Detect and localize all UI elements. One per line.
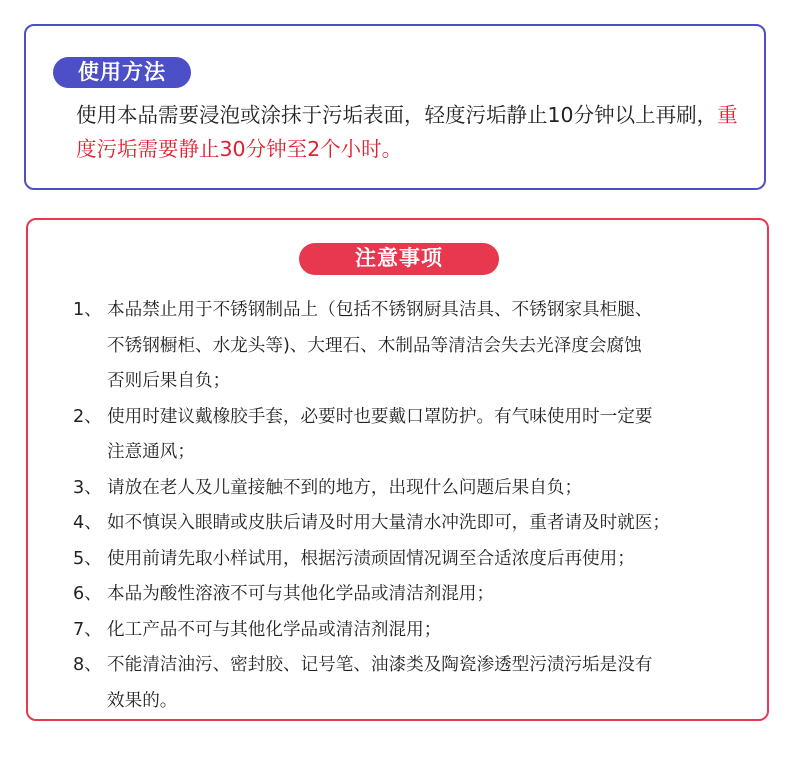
note-item-8 xyxy=(73,648,753,719)
note-number: 4、 xyxy=(73,513,102,533)
note-item-6 xyxy=(73,577,753,613)
note-number: 5、 xyxy=(73,548,102,569)
note-number: 6、 xyxy=(73,584,102,604)
note-text: 使用前请先取小样试用，根据污渍顽固情况调至合适浓度后再使用； xyxy=(107,548,635,569)
note-text: 本品禁止用于不锈钢制品上（包括不锈钢厨具洁具、不锈钢家具柜腿、 不锈钢橱柜、水龙头等)、大理石、木制品等清洁会失去光泽度会腐蚀 否则后果自负； xyxy=(107,300,653,391)
note-item-4 xyxy=(73,506,753,542)
note-text: 如不慎误入眼睛或皮肤后请及时用大量清水冲洗即可，重者请及时就医； xyxy=(107,513,671,533)
note-text: 本品为酸性溶液不可与其他化学品或清洁剂混用； xyxy=(107,584,495,604)
note-text: 请放在老人及儿童接触不到的地方，出现什么问题后果自负； xyxy=(107,477,583,498)
usage-text-normal: 使用本品需要浸泡或涂抹于污垢表面，轻度污垢静止10分钟以上再刷， xyxy=(76,103,718,127)
notes-title-badge: 注意事项 xyxy=(299,243,499,275)
usage-title-badge: 使用方法 xyxy=(53,57,191,88)
note-number: 8、 xyxy=(73,655,102,675)
note-text: 不能清洁油污、密封胶、记号笔、油漆类及陶瓷渗透型污渍污垢是没有 效果的。 xyxy=(107,655,653,711)
note-number: 2、 xyxy=(73,406,102,427)
usage-section xyxy=(24,24,766,190)
note-text: 使用时建议戴橡胶手套，必要时也要戴口罩防护。有气味使用时一定要 注意通风； xyxy=(107,406,653,462)
note-text: 化工产品不可与其他化学品或清洁剂混用； xyxy=(107,619,442,640)
note-item-5 xyxy=(73,542,753,578)
note-number: 3、 xyxy=(73,477,102,498)
notes-list xyxy=(73,293,753,719)
note-number: 7、 xyxy=(73,619,102,640)
usage-instructions xyxy=(76,98,756,166)
note-item-2 xyxy=(73,400,753,471)
note-item-1 xyxy=(73,293,753,400)
notes-section xyxy=(26,218,769,721)
note-item-3 xyxy=(73,471,753,507)
note-item-7 xyxy=(73,613,753,649)
usage-text-warning: 重度污垢需要静止30分钟至2个小时。 xyxy=(76,103,738,161)
note-number: 1、 xyxy=(73,300,102,320)
